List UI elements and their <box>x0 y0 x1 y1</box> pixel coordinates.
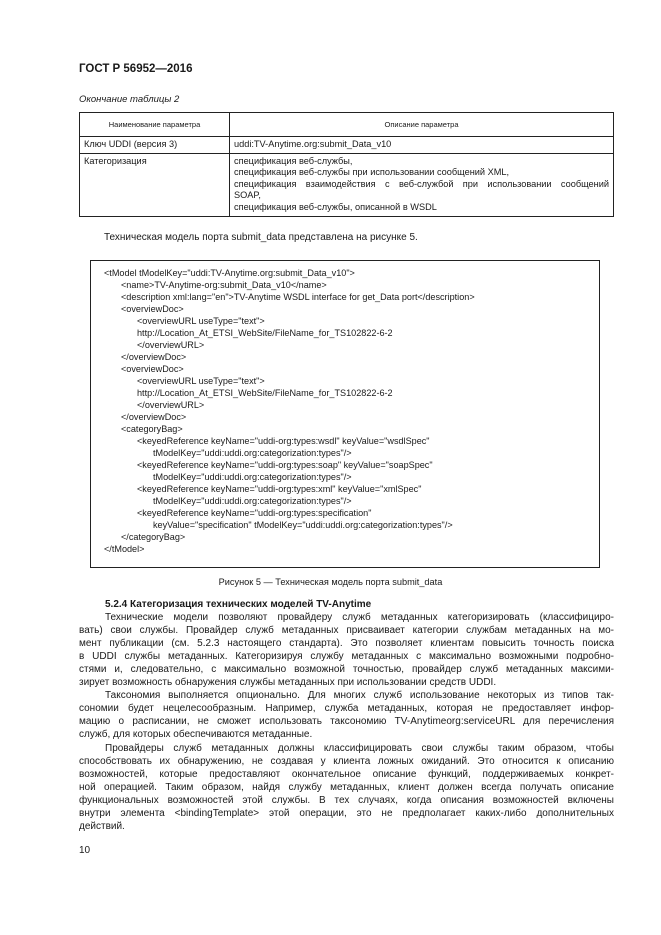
table-caption: Окончание таблицы 2 <box>79 94 180 105</box>
paragraph-line: вать) свои службы. Провайдер служб метаданных присваивает категории службам метаданных на мо- <box>79 625 614 636</box>
description-line: uddi:TV-Anytime.org:submit_Data_v10 <box>234 139 392 149</box>
parameters-table <box>79 112 614 217</box>
code-line: </overviewDoc> <box>121 412 187 422</box>
paragraph-line: зирует возможность обнаружения службы метаданных при использовании средств UDDI. <box>79 677 497 688</box>
code-line: <name>TV-Anytime-org:submit_Data_v10</name> <box>121 280 327 290</box>
description-line: SOAP, <box>234 190 261 201</box>
table-cell-name: Категоризация <box>80 153 230 216</box>
table-row <box>80 153 614 216</box>
code-line: </overviewURL> <box>137 400 205 410</box>
description-line: спецификация веб-службы при использовании сообщений XML, <box>234 167 510 178</box>
table-row <box>80 137 614 154</box>
table-header-row <box>80 113 614 137</box>
paragraph-line: мацию о расписании, не сможет использовать таксономию TV-Anytimeorg:serviceURL для перечисления <box>79 716 614 727</box>
code-line: </categoryBag> <box>121 532 186 542</box>
code-listing-box <box>90 260 600 568</box>
paragraph-line: возможностей, которые предоставляют окончательное описание функций, поддерживаемых конкрет- <box>79 769 614 780</box>
code-line: <keyedReference keyName="uddi-org:types:xml" keyValue="xmlSpec" <box>137 484 422 494</box>
paragraph-line: функциональных возможностей этой службы. В тех случаях, когда описания возможностей включены <box>79 795 614 806</box>
code-line: tModelKey="uddi:uddi.org:categorization:types"/> <box>153 448 352 458</box>
paragraph-line: стями и, следовательно, с максимально возможной точностью, провайдер служб метаданных максими- <box>79 664 614 675</box>
document-code: ГОСТ Р 56952—2016 <box>79 63 193 75</box>
code-line: </overviewURL> <box>137 340 205 350</box>
code-line: http://Location_At_ETSI_WebSite/FileName_for_TS102822-6-2 <box>137 388 393 398</box>
code-line: keyValue="specification" tModelKey="uddi:uddi.org:categorization:types"/> <box>153 520 453 530</box>
paragraph-line: сономии будет нецелесообразным. Например, служба метаданных, которая не предоставляет инфор- <box>79 703 614 714</box>
code-line: tModelKey="uddi:uddi.org:categorization:types"/> <box>153 472 352 482</box>
paragraph-line: мент публикации (см. 5.2.3 настоящего стандарта). Это позволяет клиентам повысить точность поиска <box>79 638 614 649</box>
column-header-description: Описание параметра <box>230 113 614 137</box>
code-line: <keyedReference keyName="uddi-org:types:specification" <box>137 508 372 518</box>
description-line: спецификация веб-службы, <box>234 155 353 166</box>
code-line: <keyedReference keyName="uddi-org:types:soap" keyValue="soapSpec" <box>137 460 433 470</box>
code-line: </overviewDoc> <box>121 352 187 362</box>
code-line: <tModel tModelKey="uddi:TV-Anytime.org:submit_Data_v10"> <box>104 268 355 278</box>
column-header-name: Наименование параметра <box>80 113 230 137</box>
code-line: <overviewURL useType="text"> <box>137 316 265 326</box>
code-line: http://Location_At_ETSI_WebSite/FileName_for_TS102822-6-2 <box>137 328 393 338</box>
table-cell-name: Ключ UDDI (версия 3) <box>80 137 230 154</box>
code-line: <overviewDoc> <box>121 304 184 314</box>
code-line: <description xml:lang="en">TV-Anytime WSDL interface for get_Data port</description> <box>121 292 475 302</box>
code-line: </tModel> <box>104 544 145 554</box>
code-line: <keyedReference keyName="uddi-org:types:wsdl" keyValue="wsdlSpec" <box>137 436 430 446</box>
code-line: <overviewDoc> <box>121 364 184 374</box>
paragraph-line: ной операцией. Таким образом, найдя службу метаданных, клиент должен всегда получать описание <box>79 782 614 793</box>
page-number: 10 <box>79 845 91 856</box>
paragraph-line: внутри элемента <bindingTemplate> этой операции, это не предполагает каких-либо дополнительных <box>79 808 614 819</box>
section-title: 5.2.4 Категоризация технических моделей TV-Anytime <box>105 599 372 610</box>
code-line: tModelKey="uddi:uddi.org:categorization:types"/> <box>153 496 352 506</box>
paragraph-line: действий. <box>79 821 125 832</box>
code-line: <categoryBag> <box>121 424 183 434</box>
table-cell-description <box>230 153 614 216</box>
figure-caption: Рисунок 5 — Техническая модель порта submit_data <box>218 577 443 587</box>
paragraph-line: служб, для которых обеспечиваются метаданные. <box>79 729 313 740</box>
paragraph-line: Таксономия выполняется опционально. Для многих служб использование некоторых из типов так- <box>105 690 614 701</box>
paragraph-line: способствовать их обнаружению, не создавая у клиента ложных ожиданий. Это относится к описанию <box>79 756 614 767</box>
paragraph-line: в UDDI службы метаданных. Категоризируя службу метаданных с максимально возможными подробно- <box>79 651 614 662</box>
paragraph-line: Провайдеры служб метаданных должны классифицировать свои службы таким образом, чтобы <box>105 743 614 754</box>
description-line: спецификация веб-службы, описанной в WSDL <box>234 201 437 212</box>
paragraph-line: Технические модели позволяют провайдеру служб метаданных категоризировать (классифициро- <box>105 612 614 623</box>
description-line: спецификация взаимодействия с веб-службой при использовании сообщений <box>234 178 609 189</box>
figure-intro-text: Техническая модель порта submit_data представлена на рисунке 5. <box>104 232 418 243</box>
table-cell-description <box>230 137 614 154</box>
code-line: <overviewURL useType="text"> <box>137 376 265 386</box>
